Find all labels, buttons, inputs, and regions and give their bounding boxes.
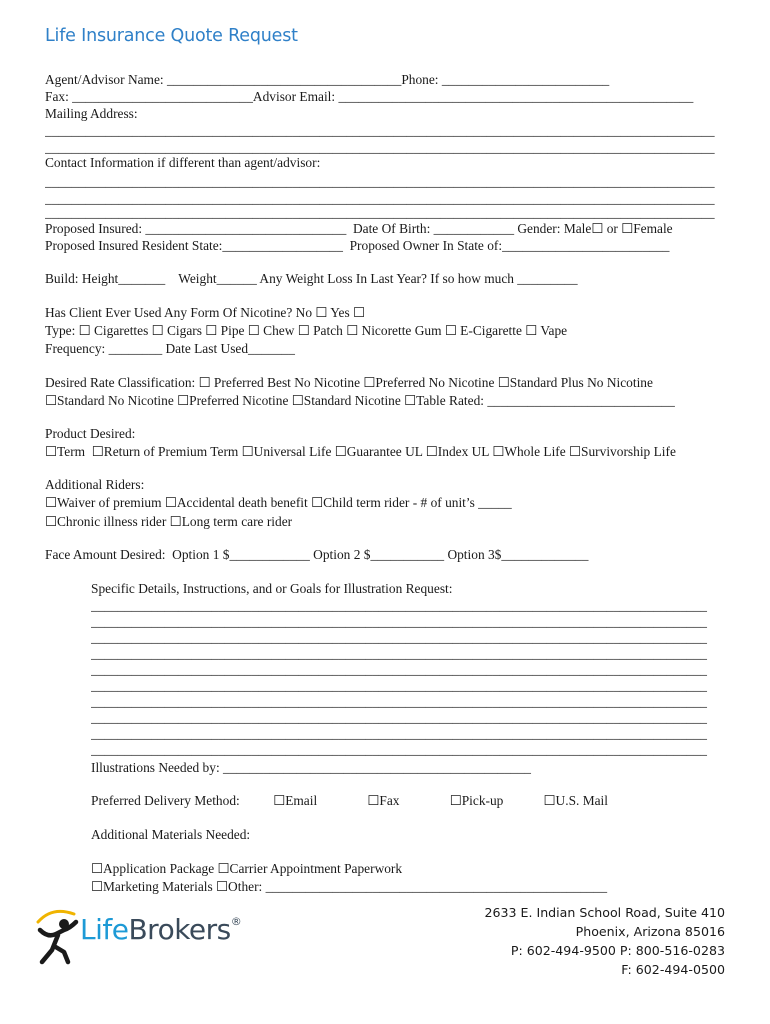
details-line[interactable]: ____________________________________________________________________________________________ (91, 646, 707, 661)
resident-state-line[interactable]: Proposed Insured Resident State:__________________ Proposed Owner In State of:_________________________ (45, 238, 670, 253)
additional-materials-label: Additional Materials Needed: (91, 827, 251, 842)
contact-info-line[interactable]: ____________________________________________________________________________________________________ (45, 191, 715, 206)
details-line[interactable]: ____________________________________________________________________________________________ (91, 742, 707, 757)
specific-details-label: Specific Details, Instructions, and or Goals for Illustration Request: (91, 581, 453, 596)
riders-line[interactable]: ☐Waiver of premium ☐Accidental death benefit ☐Child term rider - # of unit’s _____ (45, 495, 512, 510)
mailing-address-line[interactable]: ____________________________________________________________________________________________________ (45, 140, 715, 155)
fax-email-line[interactable]: Fax: ___________________________Advisor Email: _____________________________________________________ (45, 89, 694, 104)
details-line[interactable]: ____________________________________________________________________________________________ (91, 662, 707, 677)
materials-line[interactable]: ☐Application Package ☐Carrier Appointment Paperwork (91, 861, 403, 876)
delivery-method-line[interactable]: Preferred Delivery Method: ☐Email ☐Fax ☐Pick-up ☐U.S. Mail (91, 793, 608, 808)
form-title: Life Insurance Quote Request (45, 26, 298, 46)
mailing-address-label: Mailing Address: (45, 106, 138, 121)
contact-info-line[interactable]: ____________________________________________________________________________________________________ (45, 205, 715, 220)
illustrations-needed-line[interactable]: Illustrations Needed by: ______________________________________________ (91, 760, 532, 775)
nicotine-type-line[interactable]: Type: ☐ Cigarettes ☐ Cigars ☐ Pipe ☐ Chew ☐ Patch ☐ Nicorette Gum ☐ E-Cigarette ☐ Vape (45, 323, 568, 338)
riders-line-2[interactable]: ☐Chronic illness rider ☐Long term care rider (45, 514, 293, 529)
product-options-line[interactable]: ☐Term ☐Return of Premium Term ☐Universal Life ☐Guarantee UL ☐Index UL ☐Whole Life ☐Survivorship Life (45, 444, 676, 459)
address-block (484, 903, 725, 979)
nicotine-question-line[interactable]: Has Client Ever Used Any Form Of Nicotine? No ☐ Yes ☐ (45, 305, 366, 320)
address-street: 2633 E. Indian School Road, Suite 410 (484, 905, 725, 920)
details-line[interactable]: ____________________________________________________________________________________________ (91, 598, 707, 613)
product-desired-label: Product Desired: (45, 426, 136, 441)
address-city: Phoenix, Arizona 85016 (575, 924, 725, 939)
additional-riders-label: Additional Riders: (45, 477, 145, 492)
nicotine-frequency-line[interactable]: Frequency: ________ Date Last Used_______ (45, 341, 295, 356)
build-weight-line[interactable]: Build: Height_______ Weight______ Any Weight Loss In Last Year? If so how much _________ (45, 271, 578, 286)
contact-info-line[interactable]: ____________________________________________________________________________________________________ (45, 174, 715, 189)
agent-name-phone-line[interactable]: Agent/Advisor Name: ___________________________________Phone: _________________________ (45, 72, 610, 87)
details-line[interactable]: ____________________________________________________________________________________________ (91, 630, 707, 645)
contact-info-label: Contact Information if different than agent/advisor: (45, 155, 321, 170)
rate-classification-line[interactable]: Desired Rate Classification: ☐ Preferred Best No Nicotine ☐Preferred No Nicotine ☐Standard Plus No Nicotine (45, 375, 653, 390)
mailing-address-line[interactable]: ____________________________________________________________________________________________________ (45, 123, 715, 138)
details-line[interactable]: ____________________________________________________________________________________________ (91, 694, 707, 709)
details-line[interactable]: ____________________________________________________________________________________________ (91, 710, 707, 725)
lifebrokers-logo (34, 908, 264, 966)
materials-line-2[interactable]: ☐Marketing Materials ☐Other: ___________________________________________________ (91, 879, 608, 894)
logo-wordmark: LifeBrokers® (80, 913, 242, 946)
address-fax: F: 602-494-0500 (621, 962, 725, 977)
person-figure-icon (34, 908, 82, 966)
details-line[interactable]: ____________________________________________________________________________________________ (91, 726, 707, 741)
face-amount-line[interactable]: Face Amount Desired: Option 1 $____________ Option 2 $___________ Option 3$_____________ (45, 547, 589, 562)
address-phones: P: 602-494-9500 P: 800-516-0283 (510, 943, 725, 958)
details-line[interactable]: ____________________________________________________________________________________________ (91, 678, 707, 693)
rate-classification-line-2[interactable]: ☐Standard No Nicotine ☐Preferred Nicotine ☐Standard Nicotine ☐Table Rated: ____________________________ (45, 393, 675, 408)
insured-dob-gender-line[interactable]: Proposed Insured: ______________________________ Date Of Birth: ____________ Gender: Male☐ or ☐Female (45, 221, 673, 236)
details-line[interactable]: ____________________________________________________________________________________________ (91, 614, 707, 629)
